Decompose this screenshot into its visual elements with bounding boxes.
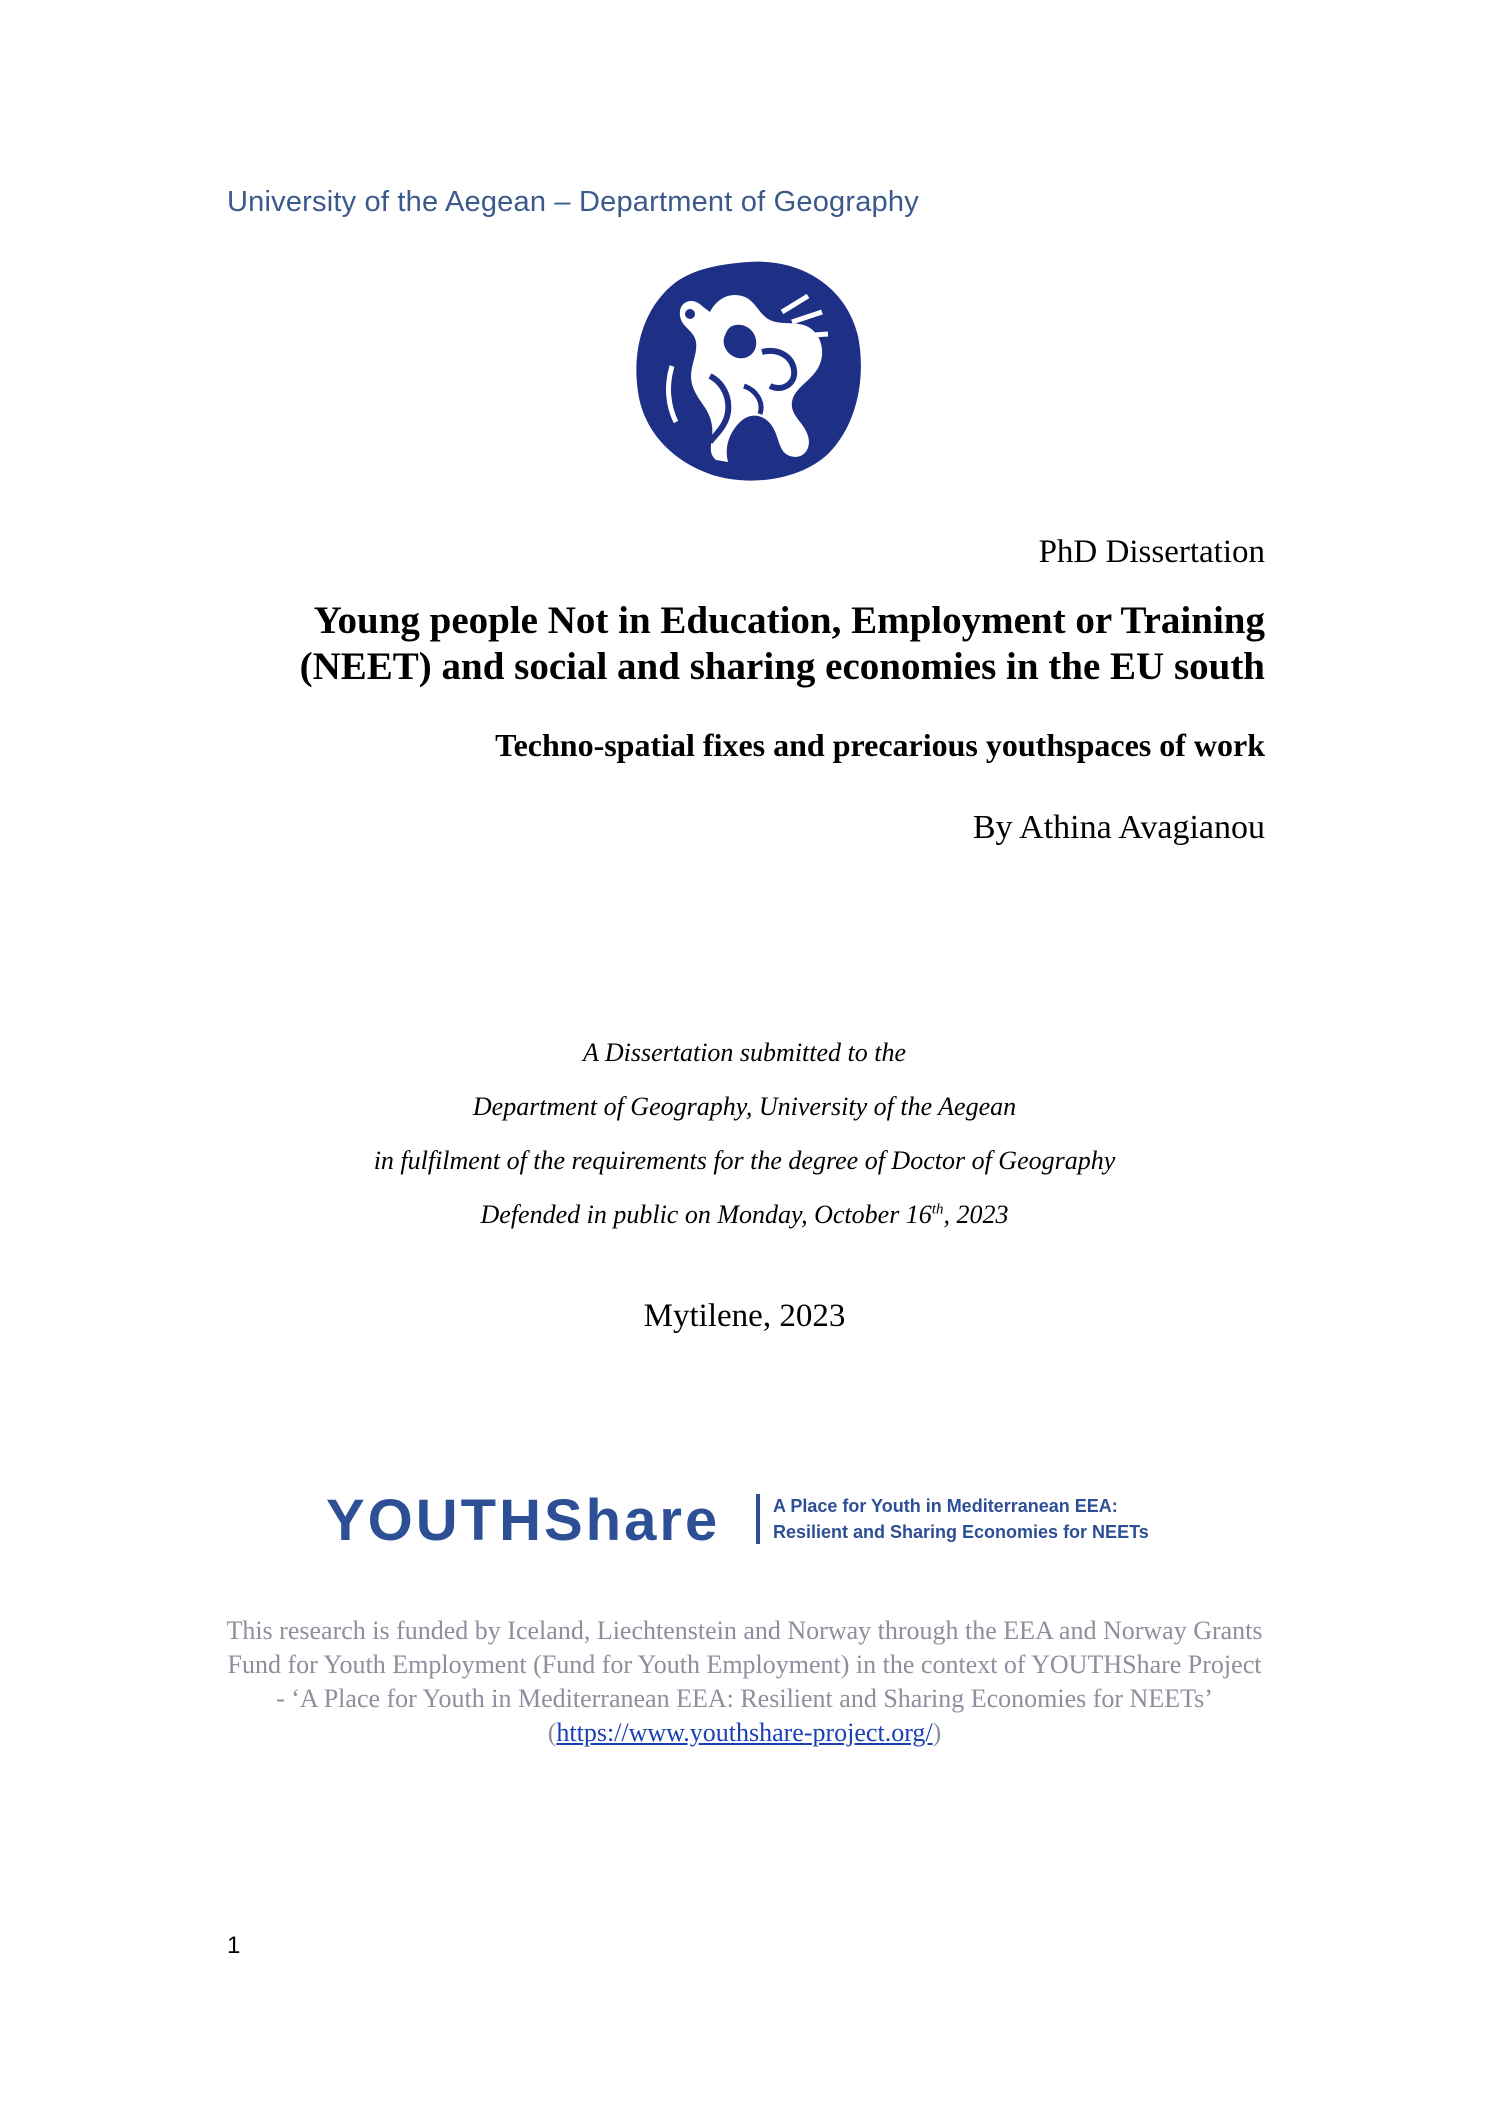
project-website-link[interactable]: https://www.youthshare-project.org/ — [556, 1718, 933, 1747]
defense-date — [0, 1200, 1489, 1230]
logo-divider — [756, 1494, 760, 1544]
funding-text: This research is funded by Iceland, Liechtenstein and Norway through the EEA and Norway Grants Fund for Youth Employment (Fund for Youth Employment) in the context of YOUTHShare Project - ‘A Place for Youth in Mediterranean EEA: Resilient and Sharing Economies for NEETs’ — [226, 1616, 1263, 1713]
link-close-paren: ) — [932, 1718, 942, 1747]
submission-line-1: A Dissertation submitted to the — [582, 1038, 907, 1067]
dissertation-subtitle: Techno-spatial fixes and precarious youthspaces of work — [495, 727, 1265, 763]
university-seal-icon — [632, 256, 864, 486]
funding-statement — [220, 1614, 1269, 1750]
dissertation-title — [300, 598, 1265, 690]
title-line-2: (NEET) and social and sharing economies in the EU south — [299, 645, 1265, 688]
defense-date-ordinal: th — [931, 1201, 944, 1218]
defense-date-suffix: , 2023 — [943, 1200, 1009, 1229]
institution-header: University of the Aegean – Department of Geography — [227, 186, 919, 218]
youthshare-logo — [326, 1486, 1161, 1550]
link-open-paren: ( — [547, 1718, 557, 1747]
logo-tagline-1: A Place for Youth in Mediterranean EEA: — [773, 1496, 1118, 1516]
title-line-1: Young people Not in Education, Employment or Training — [313, 599, 1265, 642]
logo-brand: YOUTHShare — [326, 1488, 721, 1550]
submission-line-2: Department of Geography, University of the Aegean — [472, 1092, 1017, 1121]
page-number: 1 — [227, 1932, 241, 1959]
author: By Athina Avagianou — [972, 809, 1265, 846]
defense-date-prefix: Defended in public on Monday, October 16 — [480, 1200, 932, 1229]
submission-line-3: in fulfilment of the requirements for the degree of Doctor of Geography — [373, 1146, 1116, 1175]
place-and-year: Mytilene, 2023 — [643, 1298, 846, 1334]
logo-tagline-2: Resilient and Sharing Economies for NEETs — [773, 1522, 1149, 1542]
document-type: PhD Dissertation — [1038, 534, 1265, 570]
